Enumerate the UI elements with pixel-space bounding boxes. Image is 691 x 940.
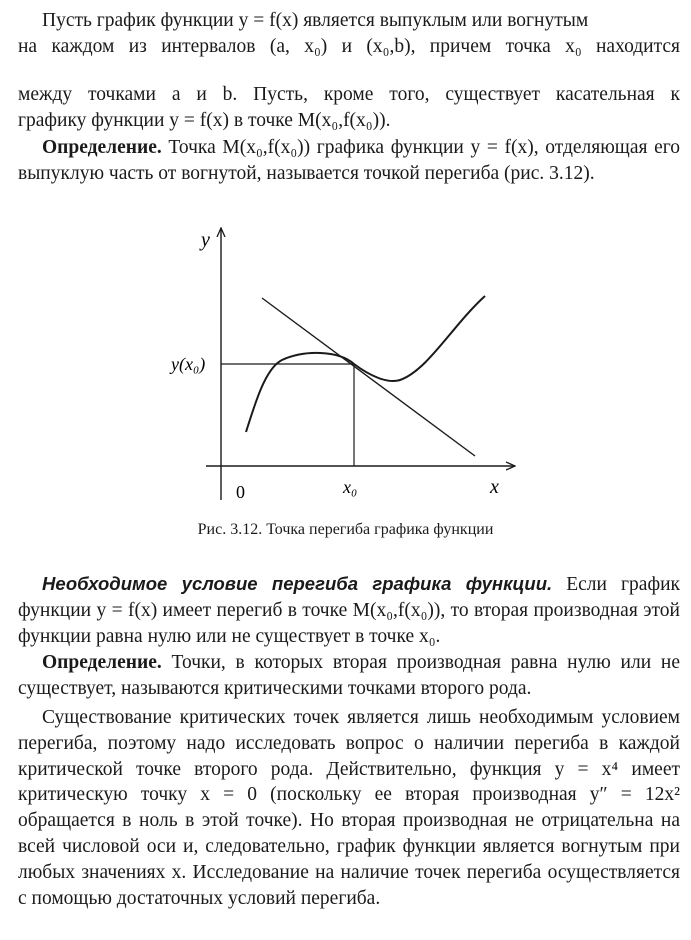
necessary-condition-label: Необходимое условие перегиба графика функции. [42,573,553,594]
intro-line-2-text: на каждом из интервалов (a, x₀) и (x₀,b), причем точка x₀ находится [18,36,680,57]
closing-paragraph [18,705,680,911]
definition-text: Точка M(x₀,f(x₀)) графика функции y = f(x), отделяющая его выпуклую часть от вогнутой, называется точкой перегиба (рис. 3.12). [18,137,680,184]
necessary-condition [18,571,680,649]
inflection-figure [0,218,691,518]
origin-label: 0 [236,482,245,502]
intro-line-4-text: графику функции y = f(x) в точке M(x₀,f(x₀)). [18,110,391,131]
yx0-label: y(x₀) [171,354,206,374]
intro-line-1-text: Пусть график функции y = f(x) является выпуклым или вогнутым [42,10,589,31]
intro-line-3 [18,82,680,108]
x0-label: x₀ [343,477,358,497]
y-axis-label: y [201,229,210,251]
definition-label: Определение. [42,137,162,158]
definition-inflection-point [18,135,680,187]
definition-2-label: Определение. [42,652,162,673]
tangent-line [262,298,475,456]
intro-line-2 [18,34,680,60]
definition-critical-points [18,650,680,702]
necessary-condition-text: Если график функции y = f(x) имеет перегиб в точке M(x₀,f(x₀)), то вторая производная этой функции равна нулю или не существует в точке x₀. [18,574,680,647]
intro-line-4 [18,108,680,134]
intro-line-1 [18,8,680,34]
definition-2-text: Точки, в которых вторая производная равна нулю или не существует, называются критическими точками второго рода. [18,652,680,699]
figure-caption: Рис. 3.12. Точка перегиба графика функции [197,521,494,538]
intro-line-3-text: между точками a и b. Пусть, кроме того, существует касательная к [18,84,680,105]
closing-paragraph-text: Существование критических точек является лишь необходимым условием перегиба, поэтому надо исследовать вопрос о наличии перегиба в каждой критической точке второго рода. Действительно, функция y = x⁴ имеет критическую точку x = 0 (поскольку ее вторая производная y″ = 12x² обращается в ноль в этой точке). Но вторая производная не отрицательна на всей числовой оси и, следовательно, график функции является вогнутым при любых значениях x. Исследование на наличие точек перегиба осуществляется с помощью достаточных условий перегиба. [18,707,680,909]
x-axis-label: x [490,476,499,498]
